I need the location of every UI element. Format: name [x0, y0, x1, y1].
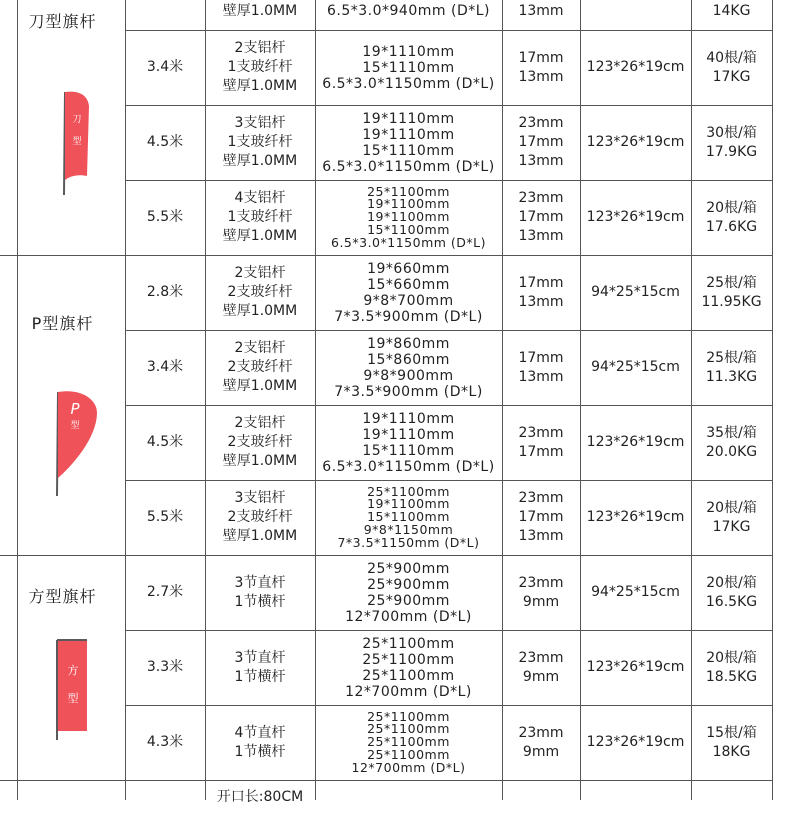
- pack-line: 40根/箱: [706, 49, 757, 66]
- dia-cell: [502, 0, 580, 30]
- material-line: 3支铝杆: [234, 490, 286, 506]
- pack-line: 18KG: [712, 743, 751, 760]
- material-line: 1支玻纤杆: [227, 209, 293, 225]
- height-cell: [125, 780, 205, 838]
- dia-line: 17mm: [518, 349, 564, 366]
- height-text: 3.3米: [146, 659, 184, 675]
- dia-line: 23mm: [518, 574, 564, 591]
- flag-char-2: 型: [72, 137, 82, 147]
- spec-line: 25*1100mm: [367, 708, 450, 724]
- pack-line: 18.5KG: [705, 668, 758, 685]
- material-line: 1节横杆: [234, 593, 286, 610]
- spec-cell: [315, 255, 502, 330]
- grid-line-vertical: [772, 0, 773, 800]
- dia-cell: [502, 630, 580, 705]
- dia-cell: [502, 705, 580, 780]
- spec-line: 15*660mm: [367, 276, 450, 293]
- height-text: 3.4米: [146, 359, 184, 375]
- height-cell: [125, 405, 205, 480]
- pack-line: 17KG: [712, 68, 751, 85]
- flag-pole: [57, 392, 58, 496]
- grid-line-vertical: [580, 0, 581, 800]
- material-cell: [205, 0, 315, 30]
- flag-fabric: [65, 92, 89, 180]
- dia-line: 23mm: [518, 190, 564, 206]
- dia-line: 9mm: [522, 743, 560, 760]
- dia-line: 17mm: [518, 49, 564, 66]
- material-line: 壁厚1.0MM: [222, 453, 298, 469]
- flag-char-2: 型: [70, 421, 80, 431]
- carton-cell: [580, 555, 691, 630]
- dia-line: 13mm: [518, 68, 564, 85]
- spec-line: 9*8*700mm: [363, 292, 454, 309]
- spec-line: 9*8*1150mm: [363, 521, 454, 537]
- dia-cell: [502, 480, 580, 555]
- spec-line: 12*700mm (D*L): [345, 683, 472, 700]
- flag-char-2: 型: [67, 692, 79, 705]
- pack-cell: [691, 255, 772, 330]
- material-line: 1支玻纤杆: [227, 134, 293, 150]
- height-text: 3.4米: [146, 59, 184, 75]
- grid-line-horizontal: [0, 780, 773, 781]
- spec-line: 19*1100mm: [367, 496, 450, 512]
- pack-line: 20根/箱: [706, 574, 757, 591]
- carton-cell: [580, 405, 691, 480]
- grid-line-horizontal: [125, 330, 773, 331]
- dia-line: 17mm: [518, 134, 564, 150]
- dia-line: 17mm: [518, 274, 564, 291]
- spec-line: 15*860mm: [367, 351, 450, 368]
- spec-cell: [315, 105, 502, 180]
- pack-line: 15根/箱: [706, 724, 757, 741]
- pack-cell: [691, 0, 772, 30]
- material-cell: [205, 630, 315, 705]
- dia-cell: [502, 555, 580, 630]
- material-line: 2支玻纤杆: [227, 434, 293, 450]
- material-line: 壁厚1.0MM: [222, 378, 298, 394]
- spec-line: 12*700mm (D*L): [345, 608, 472, 625]
- spec-line: 6.5*3.0*940mm (D*L): [327, 3, 490, 19]
- material-line: 4支铝杆: [234, 190, 286, 206]
- height-cell: [125, 0, 205, 30]
- material-cell: [205, 30, 315, 105]
- carton-text: 123*26*19cm: [586, 734, 685, 750]
- spec-line: 6.5*3.0*1150mm (D*L): [322, 158, 495, 175]
- carton-text: 94*25*15cm: [591, 284, 680, 300]
- spec-cell: [315, 330, 502, 405]
- spec-cell: [315, 0, 502, 30]
- material-line: 2支玻纤杆: [227, 509, 293, 525]
- pack-line: 11.3KG: [705, 368, 758, 385]
- spec-line: 15*1110mm: [362, 442, 455, 459]
- grid-line-horizontal: [125, 180, 773, 181]
- spec-cell: [315, 630, 502, 705]
- spec-cell: [315, 555, 502, 630]
- height-cell: [125, 705, 205, 780]
- spec-line: 15*1100mm: [367, 221, 450, 237]
- carton-cell: [580, 30, 691, 105]
- pack-line: 17.9KG: [705, 143, 758, 160]
- group-name-blade: [0, 0, 125, 40]
- spec-line: 25*1100mm: [367, 734, 450, 750]
- dia-line: 23mm: [518, 490, 564, 506]
- grid-line-vertical: [315, 0, 316, 800]
- pack-line: 20根/箱: [706, 499, 757, 516]
- spec-line: 19*1110mm: [362, 126, 455, 143]
- carton-cell: [580, 180, 691, 255]
- dia-line: 17mm: [518, 509, 564, 525]
- spec-line: 7*3.5*1150mm (D*L): [337, 534, 480, 550]
- height-text: 2.8米: [146, 284, 184, 300]
- carton-text: 123*26*19cm: [586, 659, 685, 675]
- spec-line: 19*660mm: [367, 260, 450, 277]
- material-line: 壁厚1.0MM: [222, 153, 298, 169]
- dia-line: 13mm: [518, 528, 564, 544]
- spec-line: 12*700mm (D*L): [351, 759, 466, 775]
- pack-line: 25根/箱: [706, 349, 757, 366]
- spec-line: 25*900mm: [367, 592, 450, 609]
- spec-line: 6.5*3.0*1150mm (D*L): [322, 458, 495, 475]
- spec-line: 25*1100mm: [367, 183, 450, 199]
- spec-line: 25*1100mm: [362, 667, 455, 684]
- spec-line: 15*1100mm: [367, 509, 450, 525]
- carton-text: 123*26*19cm: [586, 134, 685, 150]
- pack-cell: [691, 330, 772, 405]
- pack-cell: [691, 30, 772, 105]
- material-line: 壁厚1.0MM: [222, 228, 298, 244]
- material-line: 2支铝杆: [234, 415, 286, 431]
- group-name-text: 方型旗杆: [28, 586, 97, 606]
- dia-line: 13mm: [518, 2, 564, 19]
- spec-line: 6.5*3.0*1150mm (D*L): [331, 234, 486, 250]
- grid-line-vertical: [502, 0, 503, 800]
- dia-line: 17mm: [518, 443, 564, 460]
- height-text: 4.3米: [146, 734, 184, 750]
- material-cell: [205, 105, 315, 180]
- flag-char-1: 刀: [72, 115, 82, 125]
- pack-cell: [691, 780, 772, 838]
- dia-line: 23mm: [518, 649, 564, 666]
- spec-line: 19*1100mm: [367, 209, 450, 225]
- spec-line: 25*1100mm: [367, 483, 450, 499]
- flag-char-1: P: [70, 400, 80, 418]
- carton-text: 123*26*19cm: [586, 434, 685, 450]
- carton-cell: [580, 330, 691, 405]
- spec-cell: [315, 780, 502, 838]
- dia-cell: [502, 105, 580, 180]
- spec-cell: [315, 705, 502, 780]
- grid-line-horizontal: [0, 555, 773, 556]
- dia-cell: [502, 180, 580, 255]
- group-name-text: P型旗杆: [31, 313, 94, 333]
- carton-text: 94*25*15cm: [591, 359, 680, 375]
- grid-line-vertical: [17, 0, 18, 800]
- spec-line: 25*900mm: [367, 576, 450, 593]
- height-cell: [125, 180, 205, 255]
- pack-cell: [691, 555, 772, 630]
- material-line: 1节横杆: [234, 743, 286, 760]
- pack-cell: [691, 180, 772, 255]
- material-line: 壁厚1.0MM: [222, 528, 298, 544]
- material-cell: [205, 555, 315, 630]
- dia-line: 23mm: [518, 115, 564, 131]
- grid-line-vertical: [205, 0, 206, 800]
- material-line: 2支玻纤杆: [227, 359, 293, 375]
- dia-cell: [502, 30, 580, 105]
- pack-line: 11.95KG: [701, 293, 762, 310]
- height-cell: [125, 105, 205, 180]
- height-text: 5.5米: [146, 509, 184, 525]
- carton-text: 94*25*15cm: [591, 584, 680, 600]
- carton-cell: [580, 480, 691, 555]
- material-line: 2支铝杆: [234, 340, 286, 356]
- dia-cell: [502, 780, 580, 838]
- carton-cell: [580, 0, 691, 30]
- grid-line-horizontal: [125, 30, 773, 31]
- group-name-square: [0, 575, 125, 615]
- height-cell: [125, 255, 205, 330]
- spec-line: 15*1110mm: [362, 142, 455, 159]
- material-line: 1节横杆: [234, 668, 286, 685]
- dia-line: 13mm: [518, 153, 564, 169]
- carton-text: 123*26*19cm: [586, 59, 685, 75]
- carton-cell: [580, 105, 691, 180]
- dia-cell: [502, 255, 580, 330]
- height-cell: [125, 330, 205, 405]
- height-text: 5.5米: [146, 209, 184, 225]
- grid-line-horizontal: [125, 630, 773, 631]
- flag-fabric: [58, 641, 87, 731]
- dia-line: 13mm: [518, 293, 564, 310]
- height-cell: [125, 630, 205, 705]
- flag-pole: [64, 92, 65, 195]
- grid-line-horizontal: [125, 705, 773, 706]
- material-line: 4节直杆: [234, 724, 286, 741]
- material-line: 2支铝杆: [234, 265, 286, 281]
- spec-line: 19*1110mm: [362, 110, 455, 127]
- rectangle-flag-icon: [53, 636, 93, 742]
- pack-line: 17KG: [712, 518, 751, 535]
- dia-line: 17mm: [518, 209, 564, 225]
- teardrop-flag-icon: [52, 386, 104, 498]
- spec-line: 15*1110mm: [362, 59, 455, 76]
- grid-line-vertical: [125, 0, 126, 800]
- carton-cell: [580, 255, 691, 330]
- pack-line: 14KG: [712, 2, 751, 19]
- height-cell: [125, 555, 205, 630]
- material-line: 3节直杆: [234, 649, 286, 666]
- flag-char-1: 方: [67, 664, 79, 677]
- spec-line: 19*1110mm: [362, 43, 455, 60]
- carton-cell: [580, 780, 691, 838]
- dia-cell: [502, 330, 580, 405]
- pack-line: 17.6KG: [705, 218, 758, 235]
- spec-line: 6.5*3.0*1150mm (D*L): [322, 75, 495, 92]
- dia-line: 23mm: [518, 724, 564, 741]
- carton-cell: [580, 630, 691, 705]
- spec-line: 7*3.5*900mm (D*L): [334, 308, 483, 325]
- pack-cell: [691, 480, 772, 555]
- height-text: 4.5米: [146, 434, 184, 450]
- spec-line: 19*1110mm: [362, 410, 455, 427]
- spec-line: 19*860mm: [367, 335, 450, 352]
- material-cell: [205, 180, 315, 255]
- spec-line: 25*1100mm: [367, 721, 450, 737]
- spec-line: 9*8*900mm: [363, 367, 454, 384]
- group-name-text: 刀型旗杆: [28, 11, 97, 31]
- height-text: 4.5米: [146, 134, 184, 150]
- material-line: 3节直杆: [234, 574, 286, 591]
- dia-cell: [502, 405, 580, 480]
- dia-line: 9mm: [522, 593, 560, 610]
- spec-cell: [315, 405, 502, 480]
- group-name-p: [0, 300, 125, 344]
- spec-line: 25*1100mm: [362, 651, 455, 668]
- material-cell: [205, 255, 315, 330]
- spec-cell: [315, 180, 502, 255]
- pack-cell: [691, 105, 772, 180]
- material-line: 壁厚1.0MM: [222, 303, 298, 319]
- pack-line: 16.5KG: [705, 593, 758, 610]
- material-line: 壁厚1.0MM: [222, 78, 298, 94]
- grid-line-horizontal: [125, 105, 773, 106]
- material-cell: [205, 780, 315, 838]
- material-line: 开口长:80CM: [216, 789, 304, 805]
- blade-flag-icon: [60, 88, 94, 198]
- dia-line: 13mm: [518, 228, 564, 244]
- dia-line: 13mm: [518, 368, 564, 385]
- grid-line-horizontal: [125, 405, 773, 406]
- spec-line: 25*1100mm: [362, 635, 455, 652]
- spec-cell: [315, 480, 502, 555]
- height-cell: [125, 480, 205, 555]
- material-line: 2支玻纤杆: [227, 284, 293, 300]
- material-cell: [205, 480, 315, 555]
- grid-line-horizontal: [0, 255, 773, 256]
- pack-line: 20.0KG: [705, 443, 758, 460]
- material-line: 壁厚1.0MM: [222, 2, 298, 19]
- pack-cell: [691, 405, 772, 480]
- carton-cell: [580, 705, 691, 780]
- material-line: 3支铝杆: [234, 115, 286, 131]
- pack-cell: [691, 630, 772, 705]
- spec-line: 25*1100mm: [367, 746, 450, 762]
- spec-cell: [315, 30, 502, 105]
- material-cell: [205, 405, 315, 480]
- pack-cell: [691, 705, 772, 780]
- spec-line: 19*1110mm: [362, 426, 455, 443]
- dia-line: 23mm: [518, 424, 564, 441]
- height-text: 2.7米: [146, 584, 184, 600]
- material-cell: [205, 705, 315, 780]
- material-cell: [205, 330, 315, 405]
- material-line: 1支玻纤杆: [227, 59, 293, 75]
- pack-line: 30根/箱: [706, 124, 757, 141]
- spec-line: 25*900mm: [367, 560, 450, 577]
- pack-line: 20根/箱: [706, 649, 757, 666]
- carton-text: 123*26*19cm: [586, 209, 685, 225]
- dia-line: 9mm: [522, 668, 560, 685]
- height-cell: [125, 30, 205, 105]
- carton-text: 123*26*19cm: [586, 509, 685, 525]
- pack-line: 25根/箱: [706, 274, 757, 291]
- spec-line: 7*3.5*900mm (D*L): [334, 383, 483, 400]
- grid-line-horizontal: [125, 480, 773, 481]
- pack-line: 20根/箱: [706, 199, 757, 216]
- pack-line: 35根/箱: [706, 424, 757, 441]
- grid-line-vertical: [691, 0, 692, 800]
- material-line: 2支铝杆: [234, 40, 286, 56]
- spec-line: 19*1100mm: [367, 196, 450, 212]
